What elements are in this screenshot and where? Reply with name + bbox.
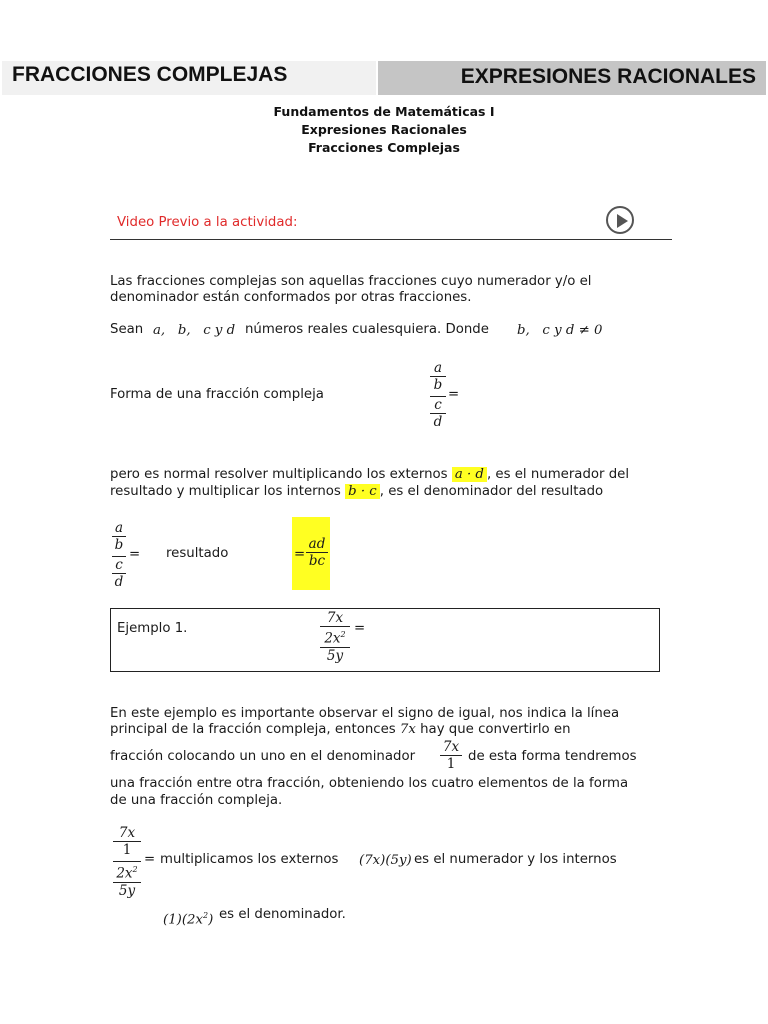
final-externos: (7x)(5y) (359, 853, 412, 868)
final-int-pre: (1)(2x (163, 912, 203, 928)
para2-line-4: una fracción entre otra fracción, obteniendo los cuatro elementos de la forma (110, 776, 629, 791)
final-internos (163, 907, 213, 928)
final-equals: = (144, 852, 156, 867)
sean-word: Sean (110, 322, 144, 337)
para2-line-2-pre: principal de la fracción compleja, entonces (110, 722, 396, 737)
forma-label: Forma de una fracción compleja (110, 387, 324, 402)
sean-variables: a, b, c y d (153, 323, 236, 338)
banner-left (2, 61, 376, 95)
resultado-a: a (114, 520, 124, 536)
final-n2 (113, 861, 141, 882)
intro-line-1: Las fracciones complejas son aquellas fracciones cuyo numerador y/o el (110, 274, 592, 289)
para2-line-2-post: hay que convertirlo en (420, 722, 571, 737)
header-line-3: Fracciones Complejas (308, 140, 460, 155)
banner-left-title: FRACCIONES COMPLEJAS (12, 63, 288, 86)
para2-fraction-num: 7x (442, 739, 460, 755)
explain-line-2-post: , es el denominador del resultado (379, 484, 604, 499)
para2-line-3-pre: fracción colocando un uno en el denominador (110, 749, 416, 764)
final-text-pre: multiplicamos los externos (160, 852, 339, 867)
explain-line-1-post: , es el numerador del (486, 467, 630, 482)
ad-highlight: a · d (452, 467, 487, 482)
para2-line-1: En este ejemplo es importante observar el signo de igual, nos indica la línea (110, 706, 620, 721)
para2-line-2 (110, 721, 571, 738)
resultado-c: c (112, 556, 126, 573)
example-num-text: 7x (326, 610, 344, 626)
para2-fraction-den: 1 (440, 755, 462, 772)
example-den-exp: 2 (340, 630, 346, 639)
para2-line-3-post: de esta forma tendremos (468, 749, 637, 764)
explain-line-2-pre: resultado y multiplicar los internos (110, 484, 341, 499)
video-link[interactable]: Video Previo a la actividad: (117, 215, 298, 230)
banner-right-title: EXPRESIONES RACIONALES (460, 65, 756, 88)
forma-c: c (430, 396, 446, 413)
final-n1: 7x (118, 825, 136, 841)
example-den-den (320, 647, 350, 664)
banner-right (378, 61, 766, 95)
header-line-2: Expresiones Racionales (301, 122, 467, 137)
final-text-post: es el numerador y los internos (414, 852, 617, 867)
divider (110, 239, 672, 240)
final-d2: 5y (113, 882, 141, 899)
example-box (110, 608, 660, 672)
forma-fraction (430, 360, 446, 430)
condition: b, c y d ≠ 0 (517, 323, 603, 338)
para2-line-5: de una fracción compleja. (110, 793, 283, 808)
final-fraction (113, 825, 141, 899)
example-equals: = (354, 621, 366, 636)
resultado-equals: = (129, 547, 141, 562)
final-den-text: es el denominador. (219, 907, 346, 922)
resultado-den: bc (306, 552, 328, 569)
final-int-post: ) (208, 912, 214, 928)
forma-equals: = (448, 387, 460, 402)
play-icon[interactable] (606, 206, 634, 234)
example-den-num (320, 626, 350, 647)
resultado-equals-2: = (294, 547, 306, 562)
resultado-num: ad (308, 536, 326, 552)
forma-d: d (430, 413, 446, 430)
final-int-exp: 2 (202, 911, 209, 920)
resultado-fraction (112, 520, 126, 590)
explain-line-2 (110, 483, 603, 500)
para2-7x: 7x (399, 722, 416, 737)
resultado-d: d (112, 573, 126, 590)
example-den-num-text: 2x (324, 630, 341, 647)
explain-line-1 (110, 466, 629, 483)
forma-b: b (430, 376, 446, 393)
resultado-label: resultado (166, 546, 229, 561)
forma-a: a (433, 360, 443, 376)
explain-line-1-pre: pero es normal resolver multiplicando los externos (110, 467, 448, 482)
example-label: Ejemplo 1. (117, 621, 188, 636)
bc-highlight: b · c (345, 484, 380, 499)
header-line-1: Fundamentos de Matemáticas I (273, 104, 495, 119)
example-fraction (320, 610, 350, 664)
resultado-ad-bc (306, 536, 328, 569)
para2-fraction (440, 739, 462, 772)
example-num (320, 610, 350, 626)
final-d1: 1 (113, 841, 141, 858)
resultado-b: b (112, 536, 126, 553)
reales-text: números reales cualesquiera. Donde (245, 322, 489, 337)
final-n2-exp: 2 (132, 865, 138, 874)
intro-line-2: denominador están conformados por otras fracciones. (110, 290, 472, 305)
final-n2-text: 2x (116, 865, 133, 882)
example-den-den-text: 5y (326, 647, 344, 664)
